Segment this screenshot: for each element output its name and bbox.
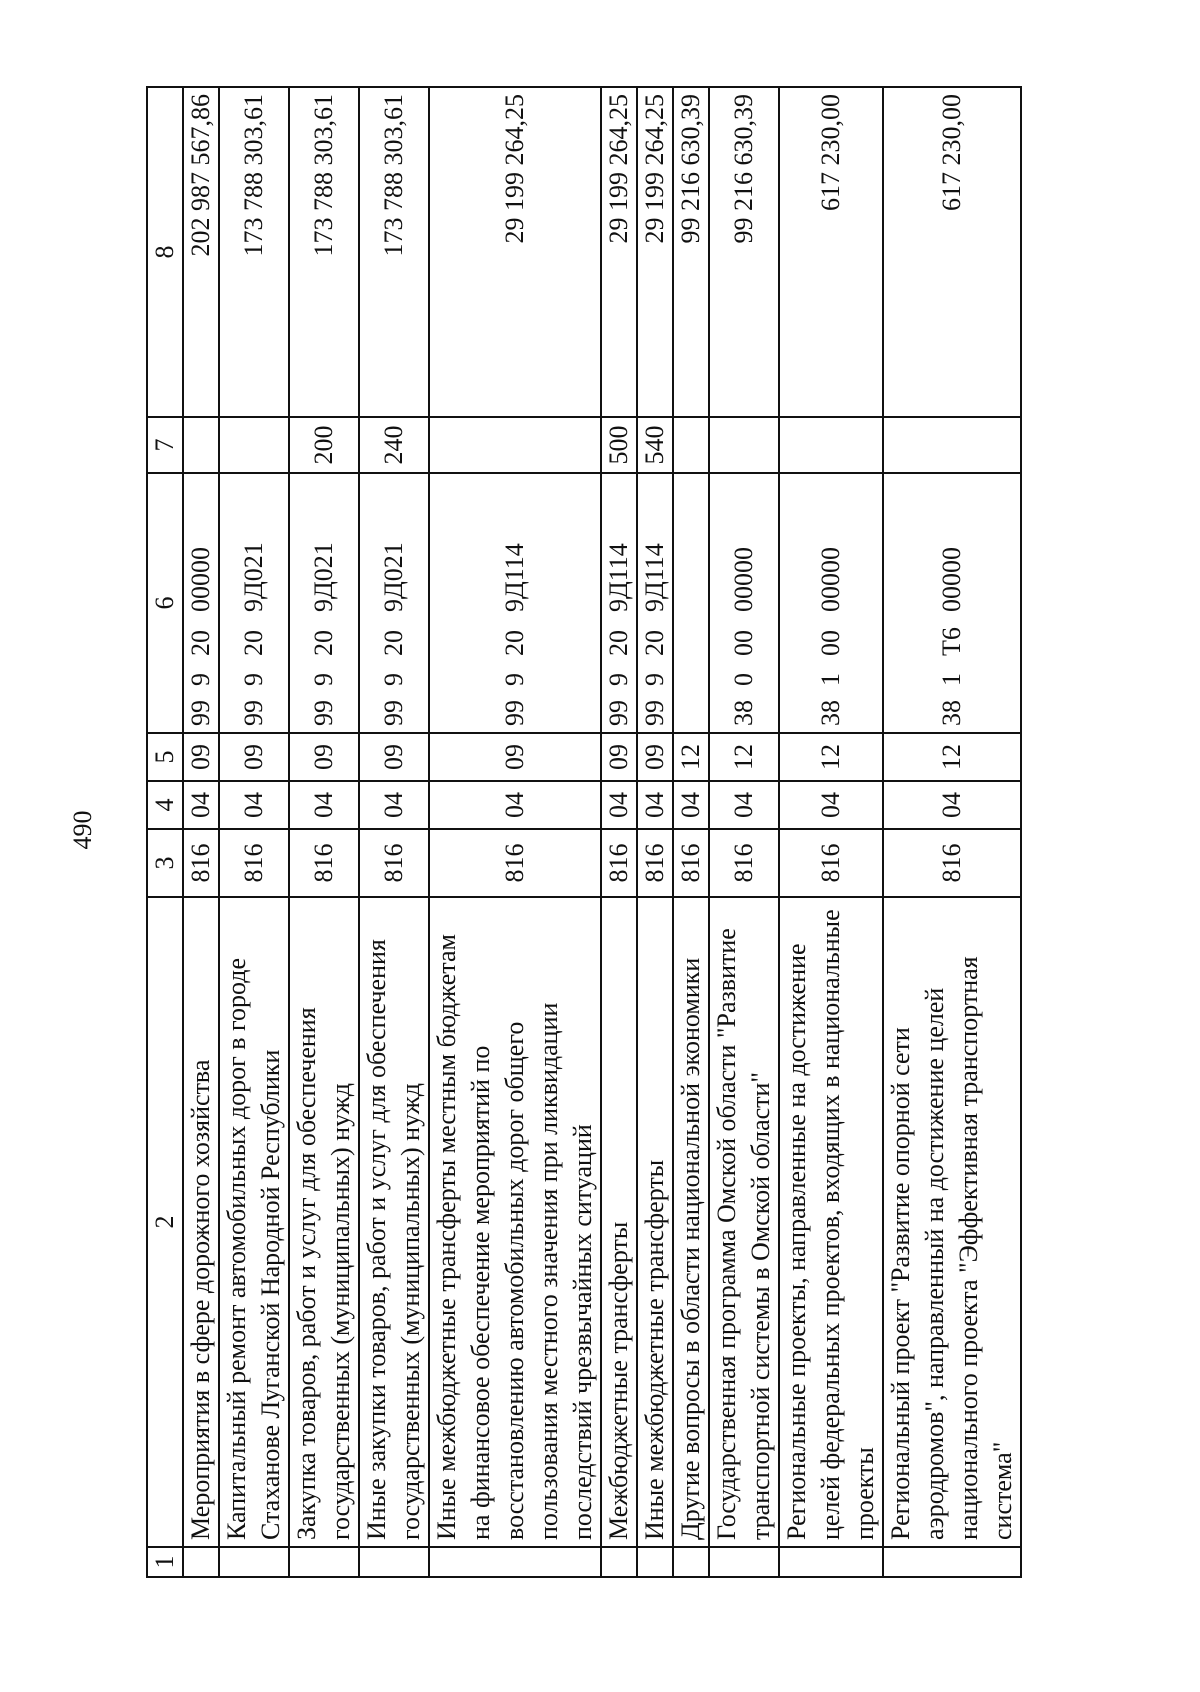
table-row [601, 87, 637, 1577]
admin-code-cell: 816 [779, 829, 883, 897]
target-article-part: 9Д114 [500, 543, 529, 612]
section-code-cell: 04 [183, 781, 219, 829]
table-row [779, 87, 883, 1577]
admin-code-cell: 816 [289, 829, 359, 897]
section-code-cell: 04 [637, 781, 673, 829]
target-article-part: 00000 [816, 547, 845, 612]
target-article-cell [779, 473, 883, 733]
target-article-cell [601, 473, 637, 733]
amount-cell: 29 199 264,25 [637, 87, 673, 417]
target-article-part: Т6 [937, 627, 966, 656]
section-code-cell: 04 [429, 781, 601, 829]
subsection-code-cell: 09 [359, 733, 429, 781]
amount-cell: 99 216 630,39 [709, 87, 779, 417]
item-name-cell: Иные межбюджетные трансферты местным бюджетам на финансовое обеспечение мероприятий по восстановлению автомобильных дорог общего пользования местного значения при ликвидации последствий чрезвычайных ситуаций [429, 897, 601, 1547]
target-article-part: 38 [816, 700, 845, 726]
row-number-cell [183, 1547, 219, 1577]
table-row [289, 87, 359, 1577]
target-article-part: 9 [500, 673, 529, 686]
target-article-part: 00000 [729, 547, 758, 612]
target-article-part: 99 [604, 700, 633, 726]
target-article-part: 9Д021 [239, 542, 268, 612]
table-row [359, 87, 429, 1577]
target-article-part: 9Д021 [309, 542, 338, 612]
item-name-cell: Капитальный ремонт автомобильных дорог в городе Стаханове Луганской Народной Республики [219, 897, 289, 1547]
expense-type-cell [429, 417, 601, 473]
target-article-part: 38 [729, 700, 758, 726]
target-article-part: 00 [729, 630, 758, 656]
target-article-part: 38 [937, 700, 966, 726]
target-article-part: 00000 [186, 547, 215, 612]
target-article-part: 99 [640, 700, 669, 726]
header-cell: 5 [147, 733, 183, 781]
expense-type-cell [883, 417, 1021, 473]
row-number-cell [289, 1547, 359, 1577]
target-article-part: 0 [729, 673, 758, 686]
item-name-cell: Другие вопросы в области национальной экономики [673, 897, 709, 1547]
section-code-cell: 04 [673, 781, 709, 829]
target-article-part: 20 [186, 630, 215, 656]
subsection-code-cell: 09 [289, 733, 359, 781]
target-article-part: 1 [937, 673, 966, 686]
header-cell: 1 [147, 1547, 183, 1577]
table-row [709, 87, 779, 1577]
item-name-cell: Региональные проекты, направленные на достижение целей федеральных проектов, входящих в национальные проекты [779, 897, 883, 1547]
target-article-part: 1 [816, 673, 845, 686]
section-code-cell: 04 [883, 781, 1021, 829]
item-name-cell: Государственная программа Омской области "Развитие транспортной системы в Омской области" [709, 897, 779, 1547]
subsection-code-cell: 09 [637, 733, 673, 781]
target-article-part: 9Д021 [379, 542, 408, 612]
amount-cell: 29 199 264,25 [429, 87, 601, 417]
table-row [883, 87, 1021, 1577]
table-row [183, 87, 219, 1577]
section-code-cell: 04 [709, 781, 779, 829]
row-number-cell [883, 1547, 1021, 1577]
table-body [147, 87, 1021, 1577]
target-article-part: 99 [379, 700, 408, 726]
target-article-part: 00000 [937, 547, 966, 612]
expense-type-cell: 540 [637, 417, 673, 473]
target-article-part: 9 [604, 673, 633, 686]
subsection-code-cell: 12 [883, 733, 1021, 781]
item-name-cell: Региональный проект "Развитие опорной сети аэродромов", направленный на достижение целей национального проекта "Эффективная транспортная система" [883, 897, 1021, 1547]
header-cell: 3 [147, 829, 183, 897]
expense-type-cell: 500 [601, 417, 637, 473]
target-article-cell [709, 473, 779, 733]
amount-cell: 173 788 303,61 [359, 87, 429, 417]
budget-table [146, 86, 1022, 1578]
section-code-cell: 04 [779, 781, 883, 829]
target-article-part: 20 [604, 630, 633, 656]
target-article-cell [673, 473, 709, 733]
admin-code-cell: 816 [883, 829, 1021, 897]
header-cell: 7 [147, 417, 183, 473]
target-article-part: 9Д114 [604, 543, 633, 612]
admin-code-cell: 816 [709, 829, 779, 897]
target-article-part: 20 [309, 630, 338, 656]
admin-code-cell: 816 [359, 829, 429, 897]
target-article-cell [289, 473, 359, 733]
admin-code-cell: 816 [637, 829, 673, 897]
amount-cell: 29 199 264,25 [601, 87, 637, 417]
subsection-code-cell: 12 [779, 733, 883, 781]
header-cell: 2 [147, 897, 183, 1547]
target-article-part: 9Д114 [640, 543, 669, 612]
table-row [673, 87, 709, 1577]
target-article-part: 20 [640, 630, 669, 656]
expense-type-cell [219, 417, 289, 473]
subsection-code-cell: 09 [429, 733, 601, 781]
row-number-cell [709, 1547, 779, 1577]
subsection-code-cell: 12 [673, 733, 709, 781]
target-article-part: 9 [239, 673, 268, 686]
target-article-cell [883, 473, 1021, 733]
subsection-code-cell: 12 [709, 733, 779, 781]
subsection-code-cell: 09 [219, 733, 289, 781]
target-article-part: 9 [186, 673, 215, 686]
row-number-cell [429, 1547, 601, 1577]
admin-code-cell: 816 [219, 829, 289, 897]
target-article-part: 00 [816, 630, 845, 656]
amount-cell: 99 216 630,39 [673, 87, 709, 417]
table-row [219, 87, 289, 1577]
target-article-cell [219, 473, 289, 733]
item-name-cell: Мероприятия в сфере дорожного хозяйства [183, 897, 219, 1547]
row-number-cell [219, 1547, 289, 1577]
subsection-code-cell: 09 [183, 733, 219, 781]
amount-cell: 617 230,00 [883, 87, 1021, 417]
section-code-cell: 04 [601, 781, 637, 829]
header-cell: 8 [147, 87, 183, 417]
row-number-cell [779, 1547, 883, 1577]
admin-code-cell: 816 [673, 829, 709, 897]
admin-code-cell: 816 [429, 829, 601, 897]
header-cell: 4 [147, 781, 183, 829]
row-number-cell [601, 1547, 637, 1577]
target-article-cell [637, 473, 673, 733]
expense-type-cell [779, 417, 883, 473]
item-name-cell: Межбюджетные трансферты [601, 897, 637, 1547]
amount-cell: 173 788 303,61 [289, 87, 359, 417]
admin-code-cell: 816 [601, 829, 637, 897]
target-article-cell [429, 473, 601, 733]
target-article-part: 99 [186, 700, 215, 726]
page-number: 490 [68, 810, 97, 850]
target-article-part: 99 [500, 700, 529, 726]
target-article-cell [183, 473, 219, 733]
section-code-cell: 04 [359, 781, 429, 829]
expense-type-cell [183, 417, 219, 473]
row-number-cell [359, 1547, 429, 1577]
item-name-cell: Иные закупки товаров, работ и услуг для обеспечения государственных (муниципальных) нужд [359, 897, 429, 1547]
target-article-part: 9 [640, 673, 669, 686]
target-article-part: 20 [239, 630, 268, 656]
table-row [429, 87, 601, 1577]
amount-cell: 202 987 567,86 [183, 87, 219, 417]
item-name-cell: Закупка товаров, работ и услуг для обеспечения государственных (муниципальных) нужд [289, 897, 359, 1547]
expense-type-cell [673, 417, 709, 473]
admin-code-cell: 816 [183, 829, 219, 897]
row-number-cell [637, 1547, 673, 1577]
amount-cell: 173 788 303,61 [219, 87, 289, 417]
section-code-cell: 04 [219, 781, 289, 829]
item-name-cell: Иные межбюджетные трансферты [637, 897, 673, 1547]
subsection-code-cell: 09 [601, 733, 637, 781]
expense-type-cell: 200 [289, 417, 359, 473]
row-number-cell [673, 1547, 709, 1577]
target-article-part: 99 [309, 700, 338, 726]
target-article-part: 9 [379, 673, 408, 686]
amount-cell: 617 230,00 [779, 87, 883, 417]
target-article-part: 9 [309, 673, 338, 686]
table-header-row [147, 87, 183, 1577]
target-article-part: 20 [500, 630, 529, 656]
target-article-part: 20 [379, 630, 408, 656]
expense-type-cell: 240 [359, 417, 429, 473]
table-row [637, 87, 673, 1577]
section-code-cell: 04 [289, 781, 359, 829]
target-article-part: 99 [239, 700, 268, 726]
expense-type-cell [709, 417, 779, 473]
target-article-cell [359, 473, 429, 733]
header-cell: 6 [147, 473, 183, 733]
